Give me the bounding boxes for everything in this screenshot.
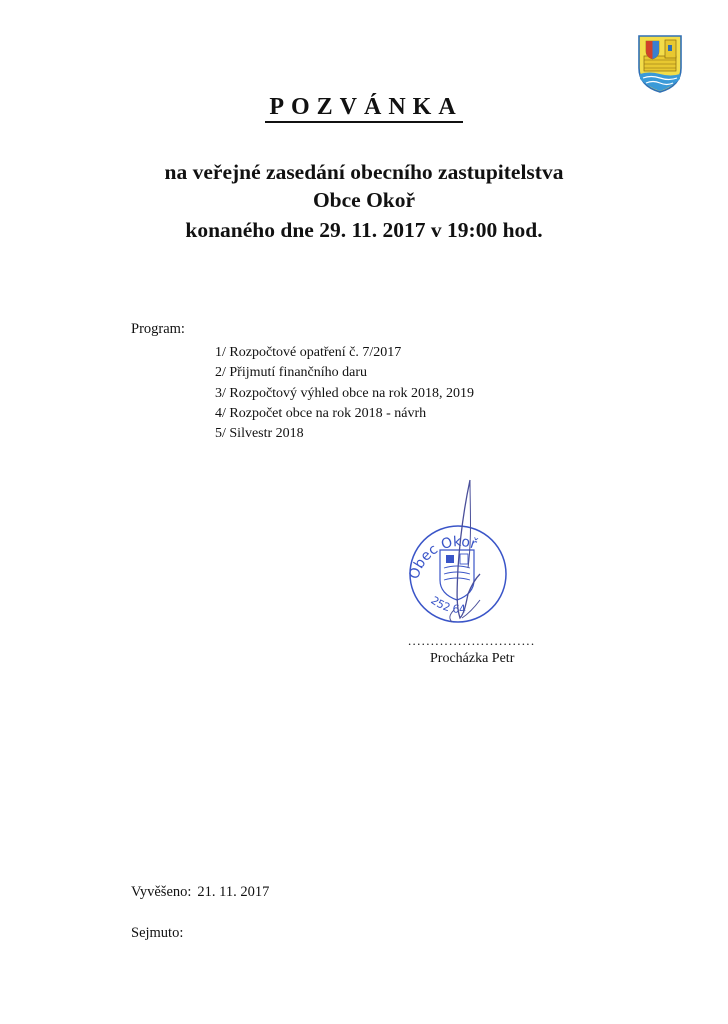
agenda-item: 2/ Přijmutí finančního daru [215,365,368,381]
posted-date: 21. 11. 2017 [197,884,270,900]
coat-of-arms-icon [637,34,683,94]
posted-label: Vyvěšeno: [131,884,192,900]
signature-line: ............................ [408,633,536,648]
stamp-text-top: Obec Okoř [406,533,479,582]
program-label: Program: [131,321,185,337]
svg-text:252 64 [428,594,466,616]
stamp-text-bottom: 252 64 [428,593,467,616]
agenda-item: 1/ Rozpočtové opatření č. 7/2017 [215,345,402,360]
subtitle-municipality: Obce Okoř [312,188,416,212]
agenda-item: 5/ Silvestr 2018 [215,426,304,442]
signer-name: Procházka Petr [430,651,515,666]
agenda-item: 3/ Rozpočtový výhled obce na rok 2018, 2019 [215,385,474,401]
agenda-item: 4/ Rozpočet obce na rok 2018 - návrh [215,405,427,421]
posted-date-row [131,884,269,901]
document-title: POZVÁNKA [0,94,728,121]
subtitle-date: konaného dne 29. 11. 2017 v 19:00 hod. [185,218,543,242]
official-stamp [402,468,514,628]
subtitle-meeting: na veřejné zasedání obecního zastupitelstva [164,160,564,184]
agenda-list [215,343,474,444]
removed-date-label: Sejmuto: [131,925,184,941]
